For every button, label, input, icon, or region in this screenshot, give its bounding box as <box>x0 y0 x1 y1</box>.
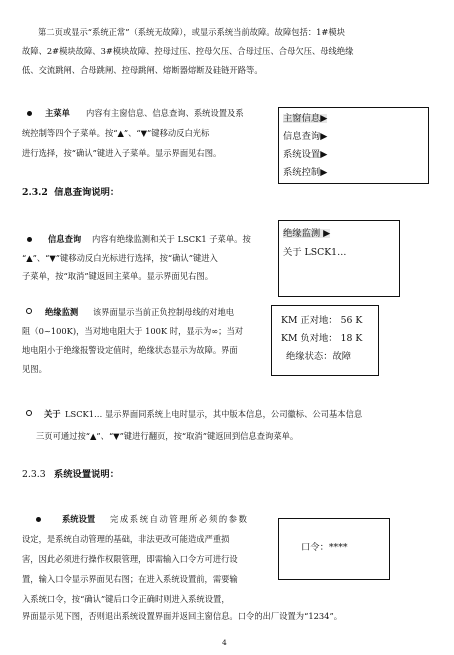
system-settings-line-6: 界面显示见下图，否则退出系统设置界面并返回主窗信息。口令的出厂设置为“1234”。 <box>22 611 342 621</box>
section-number: 2.3.3 <box>22 469 46 480</box>
about-line-2: 三页可通过按“▲”、“▼”键进行翻页，按“取消”键返回到信息查询菜单。 <box>36 431 299 441</box>
insulation-line-1: 该界面显示当前正负控制母线的对地电 <box>93 307 235 317</box>
info-query-screen <box>278 220 400 297</box>
info-query-bullet-icon <box>27 237 32 242</box>
password-screen <box>278 518 390 580</box>
intro-line-3: 低、交流跳闸、合母跳闸、控母跳闸、熔断器熔断及硅链开路等。 <box>22 65 263 75</box>
intro-line-1: 第二页或显示“系统正常”（系统无故障），或显示系统当前故障。故障包括：1#模块 <box>38 27 345 37</box>
screen-km-positive: KM 正对地： 56 K <box>281 315 363 326</box>
system-settings-line-1: 完成系统自动管理所必须的参数 <box>110 514 249 524</box>
about-line-1: LSCK1… 显示界面同系统上电时显示，其中版本信息，公司徽标、公司基本信息 <box>65 409 363 419</box>
main-menu-line-1: 内容有主窗信息、信息查询、系统设置及系 <box>86 108 244 118</box>
system-settings-line-4: 置，输入口令显示界面见右图；在进入系统设置前，需要输 <box>22 574 238 584</box>
insulation-title: 绝缘监测 <box>45 307 79 317</box>
intro-line-2: 故障、2#模块故障、3#模块故障、控母过压、控母欠压、合母过压、合母欠压、母线绝缘 <box>22 46 354 56</box>
main-menu-line-3: 进行选择，按“确认”键进入子菜单。显示界面见右图。 <box>22 148 222 158</box>
section-2-3-2-heading <box>22 188 119 197</box>
system-settings-bullet-icon <box>36 517 41 522</box>
screen-item-system-control: 系统控制▶ <box>283 167 328 178</box>
info-query-line-3: 子菜单，按“取消”键返回主菜单。显示界面见右图。 <box>22 271 214 281</box>
info-query-line-2: “▲”、“▼”键移动反白光标进行选择，按“确认”键进入 <box>22 253 218 263</box>
main-menu-line-2: 统控制等四个子菜单。按“▲”、“▼”键移动反白光标 <box>22 128 210 138</box>
screen-item-insulation: 绝缘监测 ▶ <box>283 228 331 239</box>
main-menu-bullet-icon <box>27 111 32 116</box>
insulation-bullet-icon <box>26 308 32 314</box>
main-menu-screen <box>278 107 429 184</box>
insulation-line-2: 阻（0~100K)，当对地电阻大于 100K 时，显示为∞；当对 <box>22 326 244 336</box>
info-query-title: 信息查询 <box>48 234 82 244</box>
screen-password: 口令：**** <box>301 542 348 553</box>
section-2-3-3-heading <box>22 470 119 479</box>
screen-item-system-settings: 系统设置▶ <box>283 149 328 160</box>
system-settings-line-2: 设定，是系统自动管理的基础，非法更改可能造成严重损 <box>22 534 230 544</box>
page-number: 4 <box>222 638 227 647</box>
screen-item-info-query: 信息查询▶ <box>283 131 328 142</box>
system-settings-line-3: 害，因此必须进行操作权限管理，即需输入口令方可进行设 <box>22 554 238 564</box>
about-title: 关于 <box>44 409 61 419</box>
main-menu-title: 主菜单 <box>45 108 70 118</box>
screen-item-about: 关于 LSCK1… <box>283 247 347 258</box>
screen-item-main-info: 主窗信息▶ <box>283 113 328 124</box>
about-bullet-icon <box>26 410 32 416</box>
info-query-line-1: 内容有绝缘监测和关于 LSCK1 子菜单。按 <box>92 234 251 244</box>
insulation-screen <box>271 305 379 376</box>
insulation-line-4: 见图。 <box>22 364 47 374</box>
system-settings-title: 系统设置 <box>62 514 96 524</box>
section-title: 系统设置说明： <box>53 469 119 480</box>
screen-insulation-status: 绝缘状态：故障 <box>286 351 352 362</box>
insulation-line-3: 地电阻小于绝缘报警设定值时，绝缘状态显示为故障。界面 <box>22 345 238 355</box>
screen-km-negative: KM 负对地： 18 K <box>281 333 363 344</box>
section-title: 信息查询说明： <box>54 187 120 198</box>
section-number: 2.3.2 <box>22 187 48 198</box>
system-settings-line-5: 入系统口令，按“确认”键后口令正确时则进入系统设置， <box>22 594 230 604</box>
